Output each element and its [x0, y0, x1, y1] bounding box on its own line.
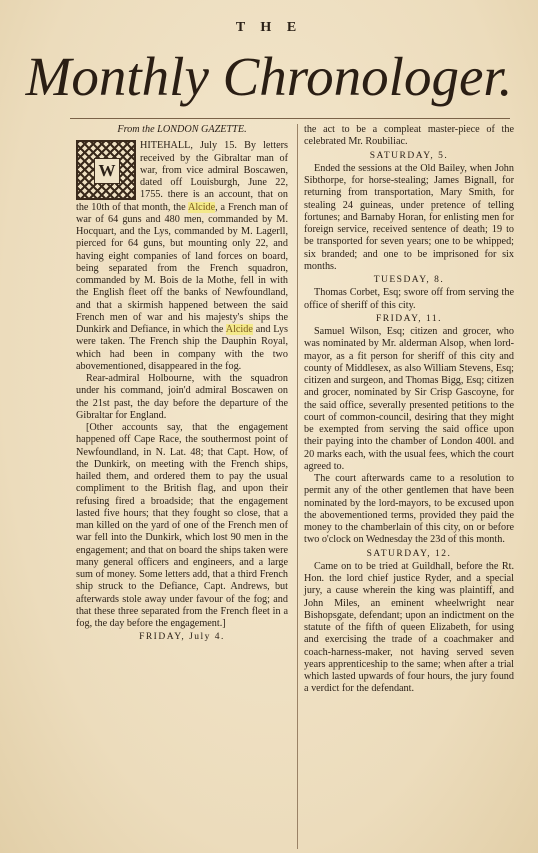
source-line: From the LONDON GAZETTE.	[117, 124, 247, 135]
dropcap-letter: W	[94, 158, 120, 184]
article-paragraph-2: Rear-admiral Holbourne, with the squadron under his command, join'd admiral Boscawen on the 21st past, the day before the departure of the Gibraltar for England.	[76, 373, 288, 421]
highlighted-word: Alcide	[187, 201, 216, 213]
date-heading: SATURDAY, 12.	[366, 548, 452, 559]
article-paragraph: the act to be a compleat master-piece of the celebrated Mr. Roubiliac.	[304, 124, 514, 148]
ornamental-dropcap	[76, 140, 136, 200]
paragraph-text: , a French man of war of 64 guns and 480 men, commanded by M. Hocquart, and the Lys, commanded by M. Lagerll, pierced for 64 guns, but mounting only 22, and having eight companies of land forces on board, being separated from the French squadron, commanded by M. Bois de la Mothe, fell in with the English fleet off the banks of Newfoundland, and that a skirmish happened between the said French men of war and his majesty's ships the Dunkirk and Defiance, in which the	[76, 201, 288, 335]
highlighted-word: Alcide	[225, 324, 253, 335]
masthead-rule	[70, 118, 510, 119]
left-column	[76, 124, 288, 645]
article-paragraph: Ended the sessions at the Old Bailey, when John Sibthorpe, for horse-stealing; James Bignall, for returning from transportation, Mary Smith, for stealing 24 guineas, under pretence of telling fortunes; and Barnaby Horan, for enlisting men for foreign service, received sentence of death; 19 to be transported for seven years; one to be whipped; six branded; and one to be imprisoned for six months.	[304, 162, 514, 272]
right-column	[304, 124, 514, 696]
article-paragraph: Thomas Corbet, Esq; swore off from serving the office of sheriff of this city.	[304, 287, 514, 311]
paragraph-text: HITEHALL, July 15. By letters received by the Gibraltar man of war, from vice admiral Boscawen, dated off Louisburgh, June 22, 1755. there is an account, that on the 10th of that month, the	[76, 140, 288, 213]
article-paragraph-3: [Other accounts say, that the engagement happened off Cape Race, the southermost point of Newfoundland, in N. Lat. 48; that Capt. How, of the Dunkirk, on meeting with the French ships, hailed them, and ordered them to pay the usual compliment to the British flag, and upon their refusing fired a broadside; that the engagement lasted five hours; that they fought so close, that a man killed on the yard of one of the French men of war fell into the Dunkirk, which lost 90 men in the engagement; and that on board the ships taken were many general officers and engineers, and a large sum of money. Some letters add, that a third French ship struck to the Defiance, Capt. Andrews, but afterwards stole away under favour of the fog; and that these three separated from the French fleet in a fog, the day before the engagement.]	[76, 422, 288, 629]
article-paragraph: The court afterwards came to a resolution to permit any of the other gentlemen that have been nominated by the lord-mayors, to be excused upon the abovementioned terms, provided they paid the money to the chamberlain of this city, on or before two o'clock on Wednesday the 23d of this month.	[304, 473, 514, 546]
article-paragraph: Came on to be tried at Guildhall, before the Rt. Hon. the lord chief justice Ryder, and a special jury, a cause wherein the king was plaintiff, and John Miles, an eminent wheelwright near Bishopsgate, defendant; upon an indictment on the statute of the fifth of queen Elizabeth, for using and exercising the trade of a coachmaker and coach-harness-maker, not having served seven years apprenticeship to the same; when after a trial which lasted upwards of four hours, the jury found a verdict for the defendant.	[304, 560, 514, 695]
masthead-title: Monthly Chronologer.	[25, 46, 513, 107]
date-heading: FRIDAY, 11.	[375, 313, 443, 324]
article-paragraph-1	[76, 140, 288, 373]
article-paragraph: Samuel Wilson, Esq; citizen and grocer, who was nominated by Mr. alderman Alsop, when lord-mayor, as a fit person for sheriff of this city and county of Middlesex, as also William Stevens, Esq; citizen and surgeon, and Thomas Bigg, Esq; citizen and grocer, nominated by Sir Crisp Gascoyne, for the said office, severally presented petitions to the court of common-council, desiring that they might be exempted from serving the said office upon their paying into the chamber of London 400l. and 20 marks each, with the usual fees, which the court agreed to.	[304, 326, 514, 472]
date-heading: SATURDAY, 5.	[369, 150, 449, 161]
date-heading: FRIDAY, July 4.	[139, 632, 225, 643]
masthead-the: T H E	[235, 20, 303, 35]
column-divider	[297, 124, 298, 849]
date-heading: TUESDAY, 8.	[373, 275, 445, 285]
paragraph-text: and Lys were taken. The French ship the Dauphin Royal, which had been in company with the two abovementioned, disappeared in the fog.	[76, 324, 288, 372]
